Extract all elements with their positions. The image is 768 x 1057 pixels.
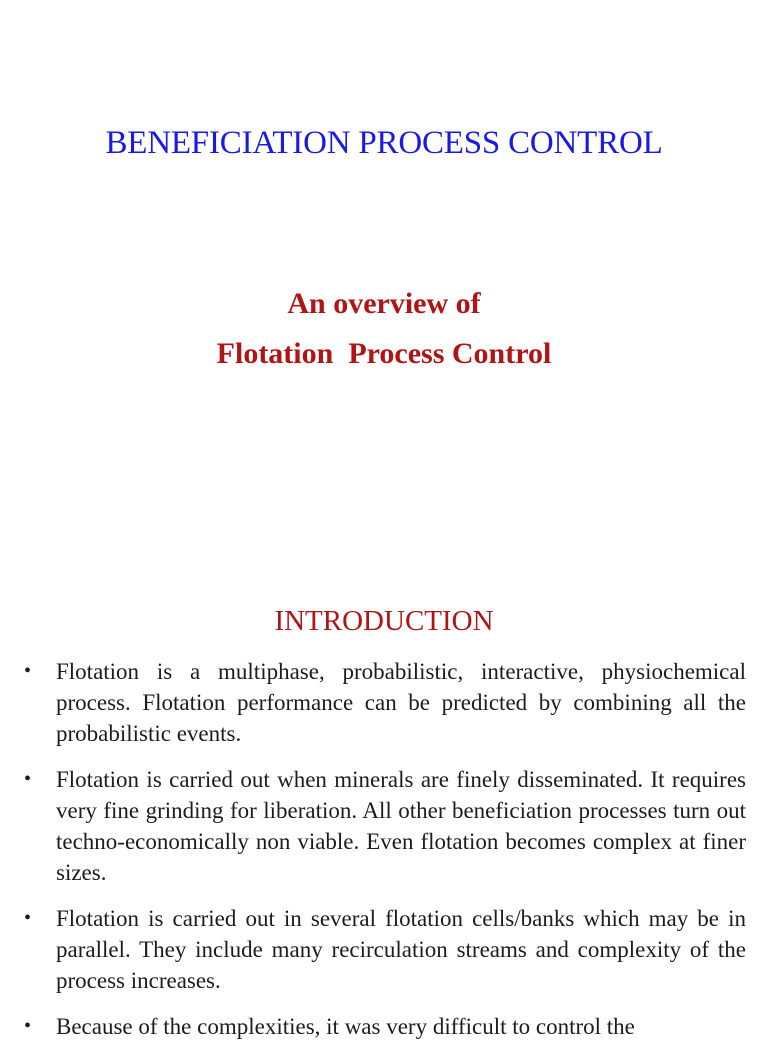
bullet-text: Flotation is carried out in several flotation cells/banks which may be in parallel. They include many recirculation streams and complexity of the process increases. xyxy=(56,906,746,993)
section-heading: INTRODUCTION xyxy=(274,605,494,637)
subtitle-line-2: Flotation Process Control xyxy=(216,337,552,370)
page-title: BENEFICIATION PROCESS CONTROL xyxy=(105,125,663,161)
bullet-text: Flotation is carried out when minerals are finely disseminated. It requires very fine grinding for liberation. All other beneficiation processes turn out techno-economically non viable. Even flotation becomes complex at finer sizes. xyxy=(56,767,746,885)
subtitle-line-1: An overview of xyxy=(287,287,481,320)
bullet-text: Because of the complexities, it was very difficult to control the xyxy=(56,1014,635,1039)
bullet-icon: • xyxy=(24,907,32,929)
bullet-list xyxy=(0,656,768,1057)
bullet-item xyxy=(0,656,746,749)
bullet-item xyxy=(0,903,746,996)
bullet-item xyxy=(0,764,746,888)
bullet-icon: • xyxy=(24,660,32,682)
bullet-text: Flotation is a multiphase, probabilistic, interactive, physiochemical process. Flotation performance can be predicted by combining all the probabilistic events. xyxy=(56,659,746,746)
bullet-icon: • xyxy=(24,1015,32,1037)
bullet-item xyxy=(0,1011,746,1042)
bullet-icon: • xyxy=(24,768,32,790)
